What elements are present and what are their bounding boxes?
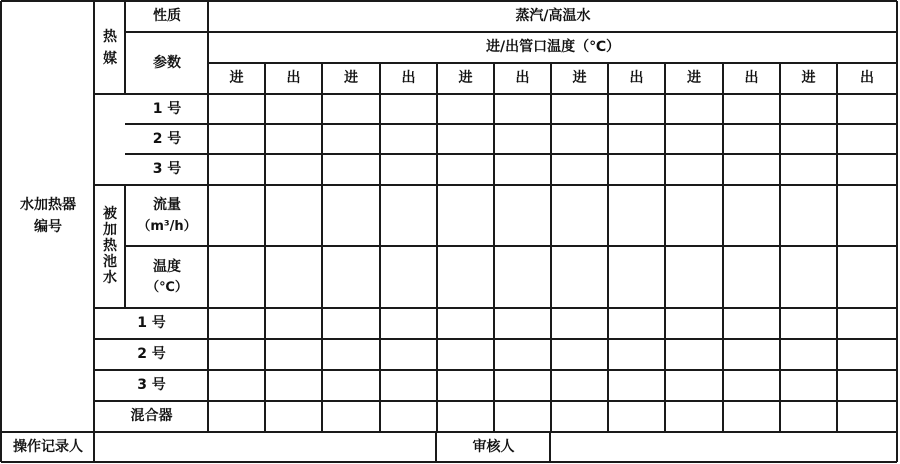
grid-line-vertical xyxy=(779,63,780,432)
grid-line-horizontal xyxy=(94,307,897,308)
flow-unit: （m³/h） xyxy=(137,218,197,234)
grid-line-horizontal xyxy=(125,245,897,246)
reviewer-value[interactable] xyxy=(551,433,897,462)
operator-label: 操作记录人 xyxy=(13,438,83,455)
heater-row-label: 2 号 xyxy=(152,130,182,147)
outlet-header: 出 xyxy=(286,70,301,87)
mixer-label: 混合器 xyxy=(130,408,173,425)
grid-line-vertical xyxy=(722,63,723,432)
grid-line-horizontal xyxy=(125,123,897,124)
grid-line-vertical xyxy=(664,63,665,432)
temperature-label-text: 温度 xyxy=(153,258,181,275)
grid-line-vertical xyxy=(264,63,265,432)
medium-value: 蒸汽/高温水 xyxy=(515,8,591,25)
grid-line-vertical xyxy=(321,63,322,432)
outlet-header: 出 xyxy=(401,70,416,87)
outlet-header: 出 xyxy=(629,70,644,87)
heater-row-label: 2 号 xyxy=(137,346,166,363)
temperature-label xyxy=(126,247,208,308)
reviewer-label: 审核人 xyxy=(472,438,515,455)
grid-line-horizontal xyxy=(94,369,897,370)
grid-line-horizontal xyxy=(94,400,897,401)
grid-line-vertical xyxy=(607,63,608,432)
grid-line-horizontal xyxy=(125,153,897,154)
property-label: 性质 xyxy=(153,8,181,25)
inlet-header: 进 xyxy=(572,70,587,87)
grid-line-vertical xyxy=(550,63,551,432)
grid-line-horizontal xyxy=(94,338,897,339)
heated-water-char-3: 热 xyxy=(103,238,117,255)
grid-line-vertical xyxy=(836,63,837,432)
heat-medium-char-2: 媒 xyxy=(103,51,117,67)
row-header-heater-number xyxy=(2,2,94,432)
heater-row-label: 3 号 xyxy=(152,161,182,178)
heated-water-label xyxy=(95,186,125,308)
temp-header: 进/出管口温度（℃） xyxy=(485,39,621,56)
heater-row-label: 3 号 xyxy=(137,377,166,394)
row-header-line-2: 编号 xyxy=(34,219,62,235)
grid-line-horizontal xyxy=(94,184,897,185)
inlet-header: 进 xyxy=(229,70,244,87)
grid-line-vertical xyxy=(493,63,494,432)
inlet-header: 进 xyxy=(344,70,358,87)
operator-value[interactable] xyxy=(95,433,436,462)
heated-water-char-1: 被 xyxy=(103,206,117,222)
outlet-header: 出 xyxy=(744,70,759,87)
heated-water-char-2: 加 xyxy=(103,222,117,239)
flow-label xyxy=(126,186,208,246)
temperature-unit: （℃） xyxy=(146,280,188,296)
flow-label-text: 流量 xyxy=(153,197,181,214)
outlet-header: 出 xyxy=(515,70,530,87)
grid-line-vertical xyxy=(436,63,437,432)
heater-row-label: 1 号 xyxy=(152,100,182,117)
inlet-header: 进 xyxy=(458,70,473,87)
heat-medium-char-1: 热 xyxy=(103,28,117,45)
parameter-label: 参数 xyxy=(153,54,181,71)
heated-water-char-4: 池 xyxy=(103,254,117,271)
inlet-header: 进 xyxy=(801,70,816,87)
heat-medium-label xyxy=(95,2,125,94)
heater-row-label: 1 号 xyxy=(137,315,166,332)
inlet-header: 进 xyxy=(687,70,701,87)
row-header-line-1: 水加热器 xyxy=(20,197,76,214)
outlet-header: 出 xyxy=(860,70,874,87)
heated-water-char-5: 水 xyxy=(103,270,117,287)
grid-line-vertical xyxy=(379,63,380,432)
